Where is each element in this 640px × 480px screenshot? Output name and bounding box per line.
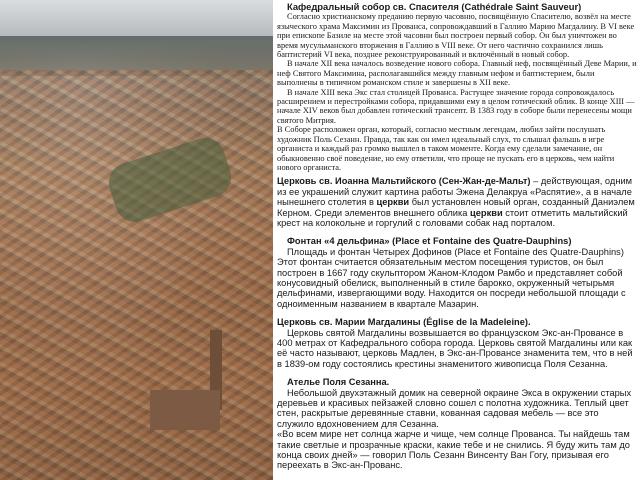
section-malta [277, 176, 637, 228]
cathedral-paragraph-1: Согласно христианскому преданию первую часовню, посвящённую Спасителю, возвёл на месте языческого храма Максимин из Прованса, сопровождавший в Галлию Марию Магдалину. В VI веке при епископе Базиле на месте этой часовни был построен первый собор. Он был уничтожен во время мусульманского вторжения в Галлию в VIII веке. От него частично сохранился лишь баптистерий VI века, позднее реконструированный и включённый в новый собор. [277, 12, 635, 60]
malta-paragraph [277, 176, 637, 228]
section-fountain [277, 236, 637, 309]
aerial-city-photo [0, 0, 273, 480]
malta-body-b: был установлен новый орган, созданный Даниэлем Керном. Среди элементов внешнего облика [277, 197, 635, 218]
fountain-paragraph-1: Площадь и фонтан Четырех Дофинов (Place et Fontaine des Quatre-Dauphins) [287, 246, 624, 257]
madeleine-title: Церковь св. Марии Магдалины (Église de la Madeleine). [277, 317, 531, 328]
malta-body-c: стоит отметить мальтийский крест на колокольне и горгулий с головами собак над порталом. [277, 207, 628, 228]
malta-title-fr: (Сен-Жан-де-Мальт) [438, 176, 531, 187]
atelier-paragraph-2: «Во всем мире нет солнца жарче и чище, чем солнце Прованса. Ты найдешь там такие светлые и прозрачные краски, какие тебе и не снились. Я буду жить там до конца своих дней» — говорил Поль Сезанн Винсенту Ван Гогу, призывая его переехать в Экс-ан-Прованс. [277, 429, 630, 471]
atelier-paragraph-1: Небольшой двухэтажный домик на северной окраине Экса в окружении старых деревьев и красивых пейзажей словно сошел с полотна художника. Теплый цвет стен, раскрытые деревянные ставни, кованная садовая мебель — все это служило вдохновением для Сезанна. [277, 387, 632, 429]
cathedral-title: Кафедральный собор св. Спасителя (Cathédrale Saint Sauveur) [287, 2, 582, 12]
cathedral-paragraph-4: В Соборе расположен орган, который, согласно местным легендам, любил зайти послушать художник Поль Сезанн. Правда, так как он имел идеальный слух, то слышал фальшь в игре органиста и каждый раз громко вышлел в таком моменте. Когда ему сделали замечание, он обыкновенно своё поведение, но ему ответили, что проще не пускать его в церковь, чем найти нового органиста. [277, 125, 615, 172]
malta-title: Церковь св. Иоанна Мальтийского [277, 176, 437, 187]
cathedral-paragraph-2: В начале XII века началось возведение нового собора. Главный неф, посвящённый Деве Марии, и неф Святого Максимина, располагавшийся между главным нефом и баптистерием, были выполнены в типичном романском стиле и завершены в XII веке. [277, 59, 637, 88]
text-column [277, 2, 637, 478]
photo-roofs [0, 70, 273, 480]
malta-keyword-1: церкви [376, 197, 410, 208]
photo-church [150, 390, 220, 430]
atelier-title: Ателье Поля Сезанна. [287, 377, 390, 388]
section-madeleine [277, 317, 637, 369]
section-atelier [277, 377, 637, 471]
madeleine-paragraph-1: Церковь святой Магдалины возвышается во французском Экс-ан-Провансе в 400 метрах от Кафедрального собора города. Церковь святой Магдалины или как её часто называют, церковь Мадлен, в Экс-ан-Провансе знаменита тем, что в ней в 1839-ом году состоялись крестины знаменитого живописца Поля Сезанна. [277, 327, 633, 369]
fountain-paragraph-2: Этот фонтан считается обязательным местом посещения туристов, он был построен в 1667 году скульптором Жаном-Клодом Рамбо и представляет собой конусовидный обелиск, выполненный в стиле барокко, окруженный четырьмя дельфинами, извергающими воду. Находится он посреди небольшой площади с одноименным названием в квартале Мазарин. [277, 257, 626, 309]
cathedral-paragraph-3: В начале XIII века Экс стал столицей Прованса. Растущее значение города сопровождалось расширением и перестройками собора, придавшими ему в целом готический облик. В конце XIII — начале XIV веков был добавлен готический трансепт. В 1383 году в соборе были перенесены мощи святого Митрия. [277, 87, 635, 125]
malta-keyword-2: церкви [470, 207, 503, 218]
fountain-title: Фонтан «4 дельфина» (Place et Fontaine des Quatre-Dauphins) [287, 236, 572, 247]
section-cathedral [277, 2, 637, 172]
malta-body-a: – действующая, одним из ее украшений служит картина работы Эжена Делакруа «Распятие», а в начале нынешнего столетия в [277, 176, 633, 208]
